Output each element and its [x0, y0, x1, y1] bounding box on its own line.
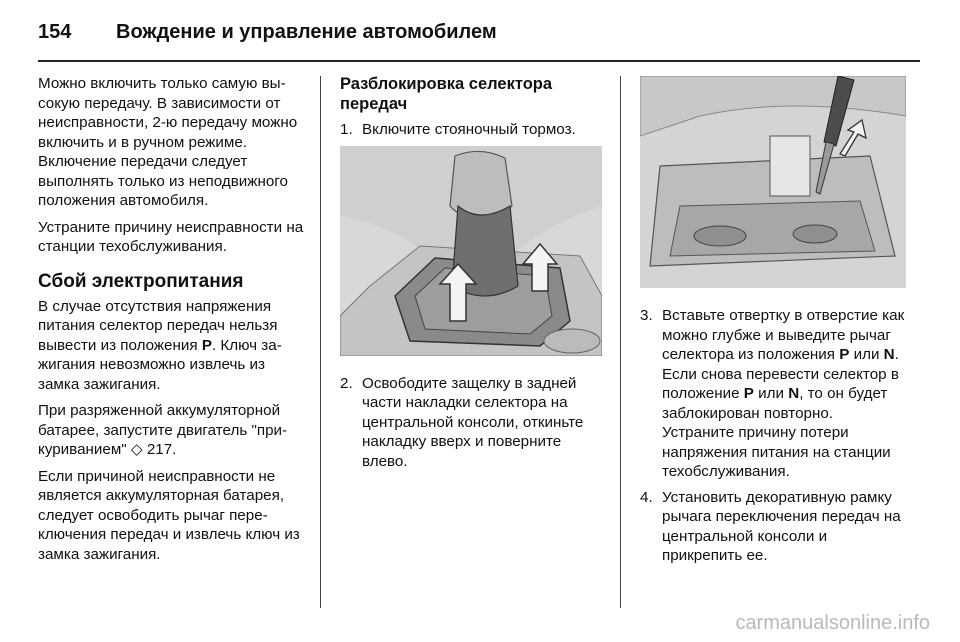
screwdriver-release-image: [640, 76, 906, 288]
paragraph-4-text: При разряженной аккумуляторной батарее, запустите двигатель "прикуриванием": [38, 402, 288, 458]
column-divider-1: [320, 76, 321, 608]
paragraph-3-text-b: . Ключ зажигания невозможно извлечь из замка зажигания.: [38, 336, 282, 393]
step-3-or-1: или: [849, 346, 884, 363]
paragraph-3-text-a: В случае отсутствия напряжения питания селектор передач нельзя вывести из положения: [38, 297, 278, 354]
section-title-power-failure: Сбой электропитания: [38, 270, 244, 292]
step-4: [640, 488, 908, 566]
gear-selector-cover-image: [340, 146, 602, 356]
screwdriver-release-illustration: [640, 76, 906, 288]
step-number: 1.: [340, 121, 353, 138]
paragraph-1: Можно включить только самую высокую передачу. В зависимости от неисправности, 2-ю передачу можно включить и в ручном режиме. Включение передачи следует выполнять только из неподвижного положения автомобиля.: [38, 75, 298, 209]
step-3-text-b: . Если снова перевести селектор в положение: [662, 346, 899, 402]
gear-position-n: N: [788, 385, 800, 402]
step-2: [340, 374, 610, 472]
step-number: 4.: [640, 488, 653, 506]
gear-selector-cover-illustration: [340, 146, 602, 356]
gear-position-p: P: [201, 336, 212, 354]
step-3-text-a: Вставьте отвертку в отверстие как можно глубже и выведите рычаг селектора из положения: [662, 307, 905, 363]
step-1: [340, 120, 610, 140]
step-text: Установить декоративную рамку рычага переключения передач на центральной консоли и прикрепить ее.: [662, 488, 901, 564]
step-text: Освободите защелку в задней части накладки селектора на центральной консоли, откиньте накладку вверх и поверните влево.: [362, 374, 584, 470]
gear-position-p: P: [839, 346, 850, 363]
watermark: carmanualsonline.info: [735, 612, 930, 634]
page-title: Вождение и управление автомобилем: [116, 20, 497, 43]
page-header: [38, 14, 918, 50]
step-text: [662, 306, 908, 482]
paragraph-4: [38, 401, 306, 460]
gear-position-p: P: [743, 385, 754, 402]
column-divider-2: [620, 76, 621, 608]
step-number: 3.: [640, 307, 653, 324]
column-3: [640, 74, 908, 572]
step-3-text-c: , то он будет заблокирован повторно. Устраните причину потери напряжения питания на станции техобслуживания.: [662, 385, 891, 480]
column-1: [38, 74, 306, 571]
page-reference-icon: ◇: [130, 441, 143, 458]
page-number: 154: [38, 20, 72, 43]
page-reference-link[interactable]: 217.: [146, 441, 177, 458]
step-text: Включите стояночный тормоз.: [362, 121, 576, 138]
subtitle-unlock-selector: Разблокировка селектора передач: [340, 75, 553, 113]
paragraph-5: Если причиной неисправности не является аккумуляторная батарея, следует освободить рычаг переключения передач и извлечь ключ из замка зажигания.: [38, 467, 300, 563]
header-rule: [38, 60, 920, 62]
paragraph-3: [38, 297, 306, 395]
paragraph-2: Устраните причину неисправности на станции техобслуживания.: [38, 218, 304, 255]
step-3-or-2: или: [753, 385, 789, 402]
step-3: [640, 306, 908, 482]
gear-position-n: N: [883, 346, 895, 363]
column-2: [340, 74, 610, 477]
step-number: 2.: [340, 374, 353, 392]
